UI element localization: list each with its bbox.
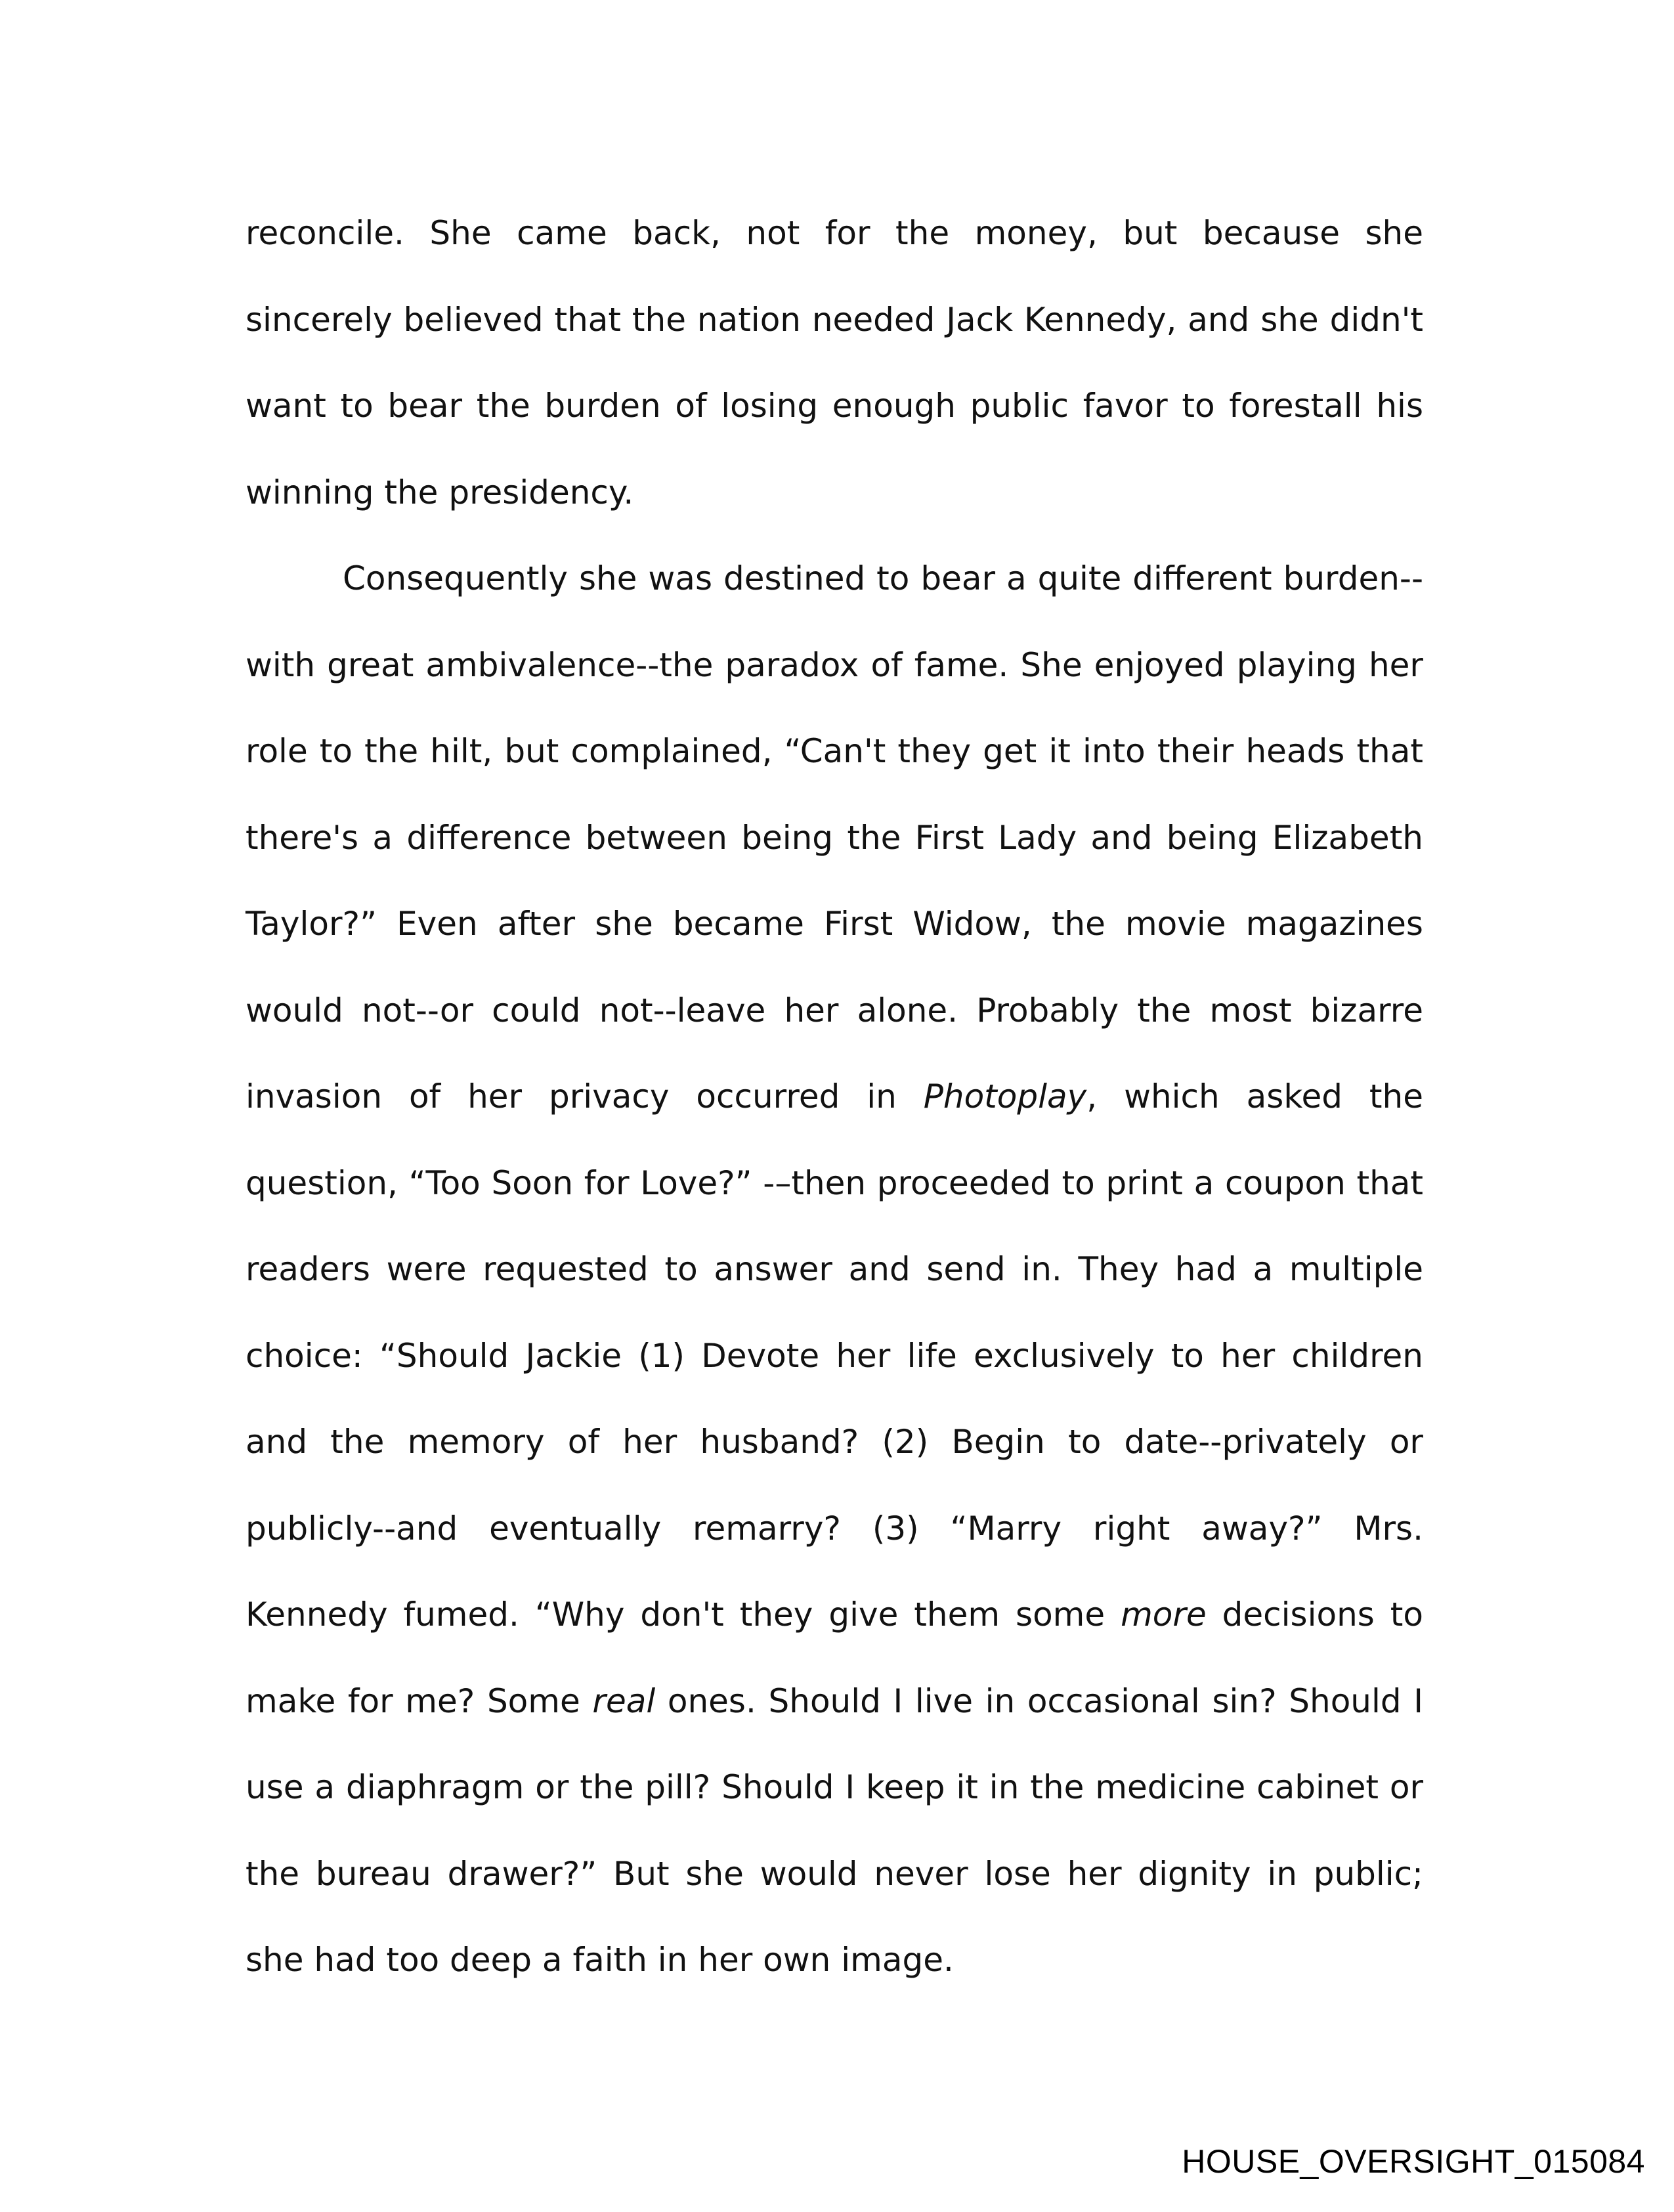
paragraph-2 [246,536,1423,2004]
document-body [246,190,1423,2004]
photoplay-title: Photoplay [923,1077,1087,1116]
paragraph-2-text-4: ones. Should I live in occasional sin? Should I use a diaphragm or the pill? Should I keep it in the medicine cabinet or the bureau drawer?” But she would never lose her dignity in public; she had too deep a faith in her own image. [246,1681,1423,1979]
emphasis-real: real [592,1681,656,1720]
paragraph-1-text: reconcile. She came back, not for the money, but because she sincerely believed that the nation needed Jack Kennedy, and she didn't want to bear the burden of losing enough public favor to forestall his winning the presidency. [246,214,1423,511]
emphasis-more: more [1121,1595,1207,1634]
paragraph-1 [246,190,1423,536]
bates-number: HOUSE_OVERSIGHT_015084 [1182,2143,1645,2180]
paragraph-2-text-2: , which asked the question, “Too Soon for Love?” -–then proceeded to print a coupon that readers were requested to answer and send in. They had a multiple choice: “Should Jackie (1) Devote her life exclusively to her children and the memory of her husband? (2) Begin to date--privately or publicly--and eventually remarry? (3) “Marry right away?” Mrs. Kennedy fumed. “Why don't they give them some [246,1077,1423,1634]
paragraph-2-text-3: decisions to make for me? Some [246,1595,1423,1720]
paragraph-2-text-1: Consequently she was destined to bear a quite different burden--with great ambivalence--the paradox of fame. She enjoyed playing her role to the hilt, but complained, “Can't they get it into their heads that there's a difference between being the First Lady and being Elizabeth Taylor?” Even after she became First Widow, the movie magazines would not--or could not--leave her alone. Probably the most bizarre invasion of her privacy occurred in [246,559,1423,1116]
